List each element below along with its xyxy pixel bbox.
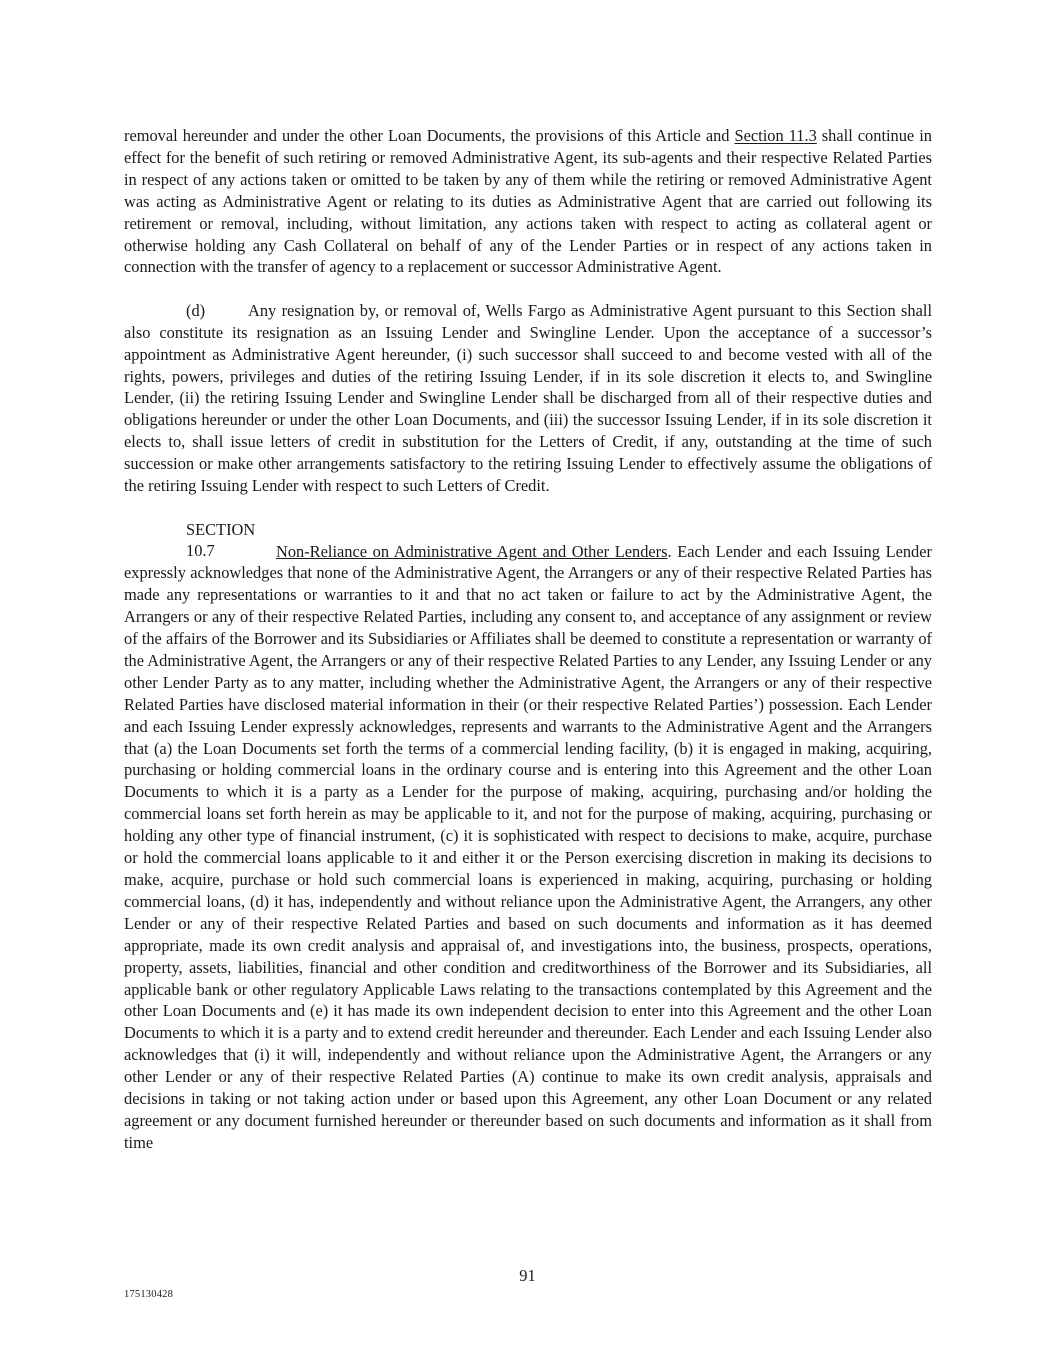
section-heading: Non-Reliance on Administrative Agent and Other Lenders <box>276 541 668 561</box>
document-page <box>124 125 932 1154</box>
section-label: SECTION 10.7 <box>186 519 256 561</box>
paragraph-text: Any resignation by, or removal of, Wells Fargo as Administrative Agent pursuant to this Section shall also constitute its resignation as an Issuing Lender and Swingline Lender. Upon the acceptance of a successor’s appointment as Administrative Agent hereunder, (i) such successor shall succeed to and become vested with all of the rights, powers, privileges and duties of the retiring Issuing Lender, if in its sole discretion it elects to, and Swingline Lender, (ii) the retiring Issuing Lender and Swingline Lender shall be discharged from all of their respective duties and obligations hereunder or under the other Loan Documents, and (iii) the successor Issuing Lender, if in its sole discretion it elects to, shall issue letters of credit in substitution for the Letters of Credit, if any, outstanding at the time of such succession or make other arrangements satisfactory to the retiring Issuing Lender to effectively assume the obligations of the retiring Issuing Lender with respect to such Letters of Credit. <box>124 300 932 496</box>
page-number: 91 <box>519 1266 536 1285</box>
paragraph-text: Each Lender and each Issuing Lender expressly acknowledges that none of the Administrative Agent, the Arrangers or any of their respective Related Parties has made any representations or warranties to it and that no act taken or failure to act by the Administrative Agent, the Arrangers or any of their respective Related Parties, including any consent to, and acceptance of any assignment or review of the affairs of the Borrower and its Subsidiaries or Affiliates shall be deemed to constitute a representation or warranty of the Administrative Agent, the Arrangers or any of their respective Related Parties to any Lender, any Issuing Lender or any other Lender Party as to any matter, including whether the Administrative Agent, the Arrangers or any of their respective Related Parties have disclosed material information in their (or their respective Related Parties’) possession. Each Lender and each Issuing Lender expressly acknowledges, represents and warrants to the Administrative Agent and the Arrangers that (a) the Loan Documents set forth the terms of a commercial lending facility, (b) it is engaged in making, acquiring, purchasing or holding commercial loans in the ordinary course and is entering into this Agreement and the other Loan Documents to which it is a party as a Lender for the purpose of making, acquiring, purchasing and/or holding the commercial loans set forth herein as may be applicable to it, and not for the purpose of making, acquiring, purchasing or holding any other type of financial instrument, (c) it is sophisticated with respect to decisions to make, acquire, purchase or hold the commercial loans applicable to it and either it or the Person exercising discretion in making its decisions to make, acquire, purchase or hold such commercial loans is experienced in making, acquiring, purchasing or holding commercial loans, (d) it has, independently and without reliance upon the Administrative Agent, the Arrangers, any other Lender or any of their respective Related Parties and based on such documents and information as it has deemed appropriate, made its own credit analysis and appraisal of, and investigations into, the business, prospects, operations, property, assets, liabilities, financial and other condition and creditworthiness of the Borrower and its Subsidiaries, all applicable bank or other regulatory Applicable Laws relating to the transactions contemplated by this Agreement and the other Loan Documents and (e) it has made its own independent decision to enter into this Agreement and the other Loan Documents to which it is a party and to extend credit hereunder and thereunder. Each Lender and each Issuing Lender also acknowledges that (i) it will, independently and without reliance upon the Administrative Agent, the Arrangers or any other Lender or any of their respective Related Parties (A) continue to make its own credit analysis, appraisals and decisions in taking or not taking action under or based upon this Agreement, any other Loan Document or any related agreement or any document furnished hereunder or thereunder based on such documents and information as it shall from time <box>124 541 932 1152</box>
clause-label: (d) <box>186 300 206 320</box>
paragraph-continuation <box>124 125 932 278</box>
paragraph-text: removal hereunder and under the other Loan Documents, the provisions of this Article and <box>124 126 735 145</box>
section-reference-link[interactable]: Section 11.3 <box>734 126 817 145</box>
heading-punctuation: . <box>667 541 672 561</box>
document-id: 175130428 <box>124 1289 174 1300</box>
section-10-7 <box>124 519 932 1154</box>
paragraph-d <box>124 300 932 497</box>
paragraph-text: shall continue in effect for the benefit of such retiring or removed Administrative Agent, its sub-agents and their respective Related Parties in respect of any actions taken or omitted to be taken by any of them while the retiring or removed Administrative Agent was acting as Administrative Agent or relating to its duties as Administrative Agent that are carried out following its retirement or removal, including, without limitation, any actions taken with respect to acting as collateral agent or otherwise holding any Cash Collateral on behalf of any of the Lender Parties or in respect of any actions taken in connection with the transfer of agency to a replacement or successor Administrative Agent. <box>124 126 932 277</box>
